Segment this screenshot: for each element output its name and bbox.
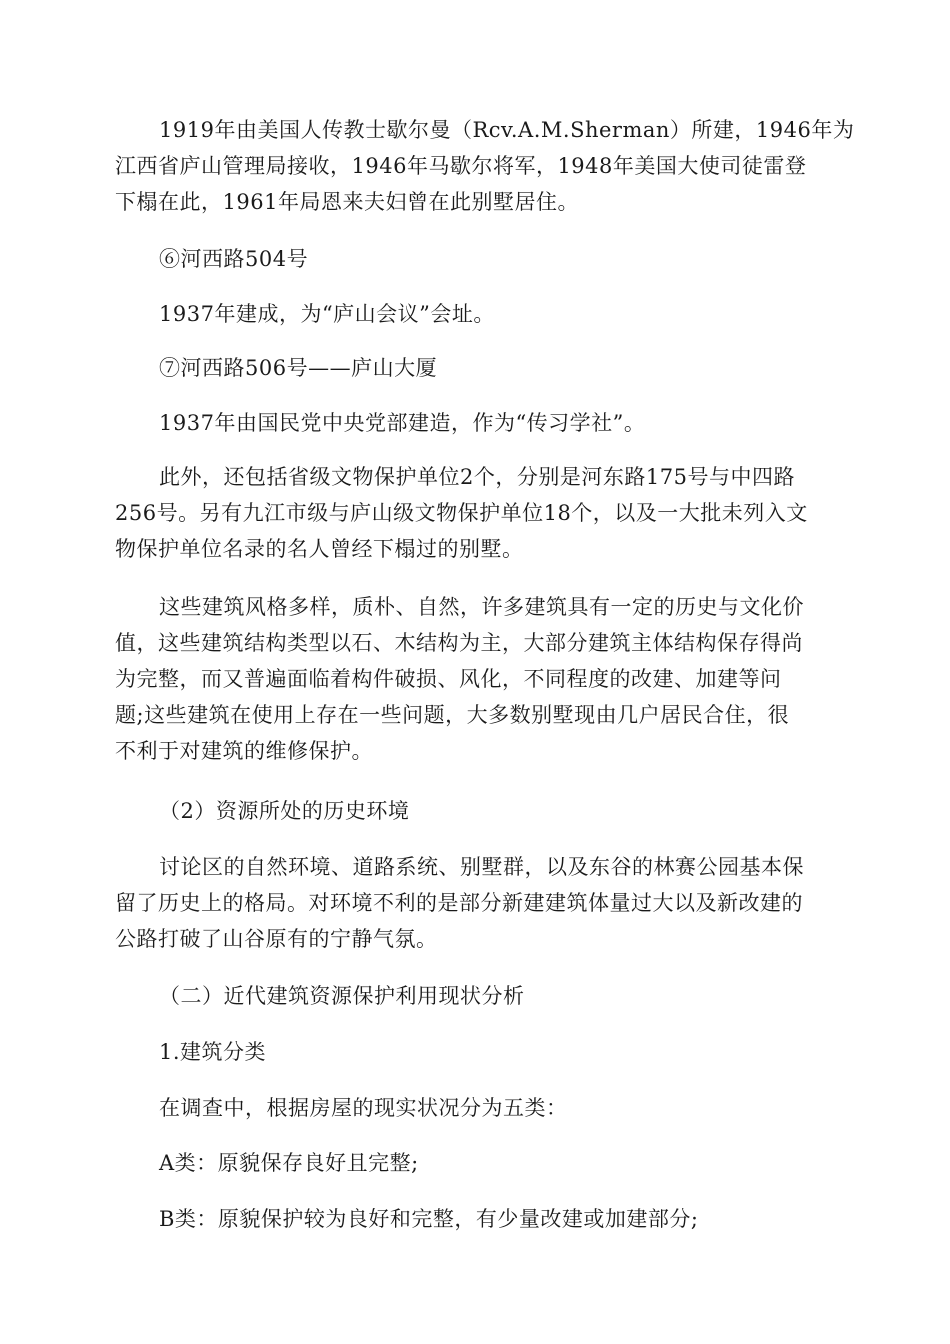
text-line: A类：原貌保存良好且完整; xyxy=(159,1151,419,1175)
list-item-class-a xyxy=(115,1145,835,1181)
text-line: 不利于对建筑的维修保护。 xyxy=(115,739,373,763)
text-line: （2）资源所处的历史环境 xyxy=(159,799,410,823)
text-line: B类：原貌保护较为良好和完整，有少量改建或加建部分; xyxy=(159,1207,699,1231)
text-line: 题;这些建筑在使用上存在一些问题，大多数别墅现由几户居民合住，很 xyxy=(115,703,790,727)
text-line: 物保护单位名录的名人曾经下榻过的别墅。 xyxy=(115,537,524,561)
text-line: 在调查中，根据房屋的现实状况分为五类： xyxy=(159,1096,568,1120)
paragraph-504-desc xyxy=(115,296,835,332)
text-line: 公路打破了山谷原有的宁静气氛。 xyxy=(115,927,438,951)
text-line: 值，这些建筑结构类型以石、木结构为主，大部分建筑主体结构保存得尚 xyxy=(115,631,803,655)
text-line: ⑥河西路504号 xyxy=(159,247,309,271)
text-line: 此外，还包括省级文物保护单位2个，分别是河东路175号与中四路 xyxy=(159,465,795,489)
text-line: 这些建筑风格多样，质朴、自然，许多建筑具有一定的历史与文化价 xyxy=(159,595,804,619)
text-line: 下榻在此，1961年局恩来夫妇曾在此别墅居住。 xyxy=(115,190,579,214)
text-line: 256号。另有九江市级与庐山级文物保护单位18个，以及一大批未列入文 xyxy=(115,501,808,525)
text-line: 1919年由美国人传教士歇尔曼（Rcv.A.M.Sherman）所建，1946年为 xyxy=(159,118,855,142)
text-line: 江西省庐山管理局接收，1946年马歇尔将军，1948年美国大使司徒雷登 xyxy=(115,154,807,178)
text-line: 1937年由国民党中央党部建造，作为“传习学社”。 xyxy=(159,411,646,435)
item-heading-506 xyxy=(115,350,835,386)
paragraph-protection-units xyxy=(115,459,835,567)
text-line: 1937年建成，为“庐山会议”会址。 xyxy=(159,302,495,326)
paragraph-506-desc xyxy=(115,405,835,441)
paragraph-environment xyxy=(115,849,835,957)
text-line: （二）近代建筑资源保护利用现状分析 xyxy=(159,984,525,1008)
list-item-class-b xyxy=(115,1201,835,1237)
paragraph-classification-intro xyxy=(115,1090,835,1126)
text-line: 讨论区的自然环境、道路系统、别墅群，以及东谷的林赛公园基本保 xyxy=(159,855,804,879)
section-heading-historical-environment xyxy=(115,793,835,829)
item-heading-504 xyxy=(115,241,835,277)
text-line: 为完整，而又普遍面临着构件破损、风化，不同程度的改建、加建等问 xyxy=(115,667,782,691)
paragraph-architecture-style xyxy=(115,589,835,769)
subsection-heading-classification xyxy=(115,1034,835,1070)
section-heading-status-analysis xyxy=(115,978,835,1014)
text-line: ⑦河西路506号——庐山大厦 xyxy=(159,356,438,380)
text-line: 留了历史上的格局。对环境不利的是部分新建建筑体量过大以及新改建的 xyxy=(115,891,803,915)
text-line: 1.建筑分类 xyxy=(159,1040,267,1064)
paragraph-villa-history xyxy=(115,112,855,220)
